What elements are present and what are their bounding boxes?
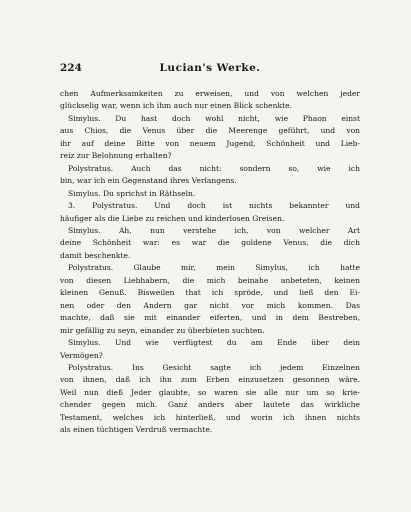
text-line: Simylus. Ah, nun verstehe ich, von welcher Art [68,225,360,235]
text-line: damit beschenkte. [60,250,131,260]
text-line: glückselig war, wenn ich ihm auch nur einen Blick schenkte. [60,101,292,111]
text-line: reiz zur Belohnung erhalten? [60,151,172,161]
text-line: Polystratus. Glaube mir, mein Simylus, ich hatte [68,263,360,273]
text-line: Simylus. Und wie verfügtest du am Ende über dein [68,338,360,348]
text-line: mir gefällig zu seyn, einander zu überbieten suchten. [60,325,265,335]
text-line: Simylus. Du hast doch wohl nicht, wie Phaon einst [68,113,360,123]
text-line: Testament, welches ich hinterließ, und worin ich ihnen nichts [60,412,360,422]
text-line: nen oder den Andern gar nicht vor mich kommen. Das [60,300,360,310]
text-line: Polystratus. Ins Gesicht sagte ich jedem Einzelnen [68,362,360,372]
text-line: chender gegen mich. Ganz anders aber lautete das wirkliche [60,400,360,410]
text-line: von ihnen, daß ich ihn zum Erben einzusetzen gesonnen wäre. [60,375,360,385]
text-line: machte, daß sie mit einander eiferten, und in dem Bestreben, [60,313,360,323]
text-line: Polystratus. Auch das nicht: sondern so, wie ich [68,163,360,173]
text-line: 3. Polystratus. Und doch ist nichts bekannter und [68,201,360,211]
text-line: als einen tüchtigen Verdruß vermachte. [60,425,213,435]
text-line: deine Schönheit war: es war die goldene Venus, die dich [60,238,360,248]
text-line: bin, war ich ein Gegenstand ihres Verlangens. [60,176,237,186]
page-number: 224 [60,62,82,74]
text-line: Vermögen? [60,350,103,360]
text-line: aus Chios, die Venus über die Meerenge geführt, und von [60,126,360,136]
running-title: Lucian's Werke. [159,62,261,74]
text-line: ihr auf deine Bitte von neuem Jugend, Schönheit und Lieb- [60,138,360,148]
page-header [60,62,360,74]
text-line: Simylus. Du sprichst in Räthseln. [68,188,196,198]
text-line: häufiger als die Liebe zu reichen und kinderlosen Greisen. [60,213,285,223]
text-line: kleinen Genuß. Bisweilen that ich spröde, und ließ den Ei- [60,288,360,298]
text-line: Weil nun dieß Jeder glaubte, so waren sie alle nur um so krie- [60,387,360,397]
text-line: von diesen Liebhabern, die mich beinahe anbeteten, keinen [60,275,360,285]
body-text [60,88,360,437]
text-line: chen Aufmerksamkeiten zu erweisen, und von welchen jeder [60,89,360,98]
